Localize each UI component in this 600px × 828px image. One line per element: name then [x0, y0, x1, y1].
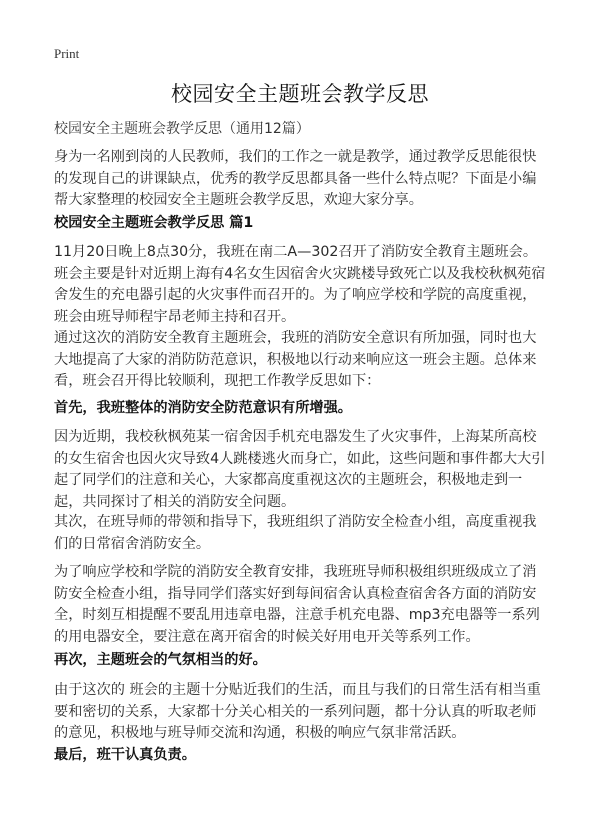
section-heading: 校园安全主题班会教学反思 篇1	[54, 215, 254, 231]
document-subtitle: 校园安全主题班会教学反思（通用12篇）	[54, 121, 310, 137]
paragraph-heading: 最后，班干认真负责。	[54, 747, 196, 763]
paragraph: 通过这次的消防安全教育主题班会，我班的消防安全意识有所加强，同时也大大地提高了大家的消防防范意识，积极地以行动来响应这一班会主题。总体来看，班会召开得比较顺利，现把工作教学反思如下：	[54, 330, 537, 389]
paragraph: 为了响应学校和学院的消防安全教育安排，我班班导师积极组织班级成立了消防安全检查小组，指导同学们落实好到每间宿舍认真检查宿舍各方面的消防安全，时刻互相提醒不要乱用违章电器，注意手机充电器、mp3充电器等一系列的用电器安全，要注意在离开宿舍的时候关好用电开关等系列工作。	[54, 564, 540, 645]
paragraph: 11月20日晚上8点30分，我班在南二A—302召开了消防安全教育主题班会。班会主要是针对近期上海有4名女生因宿舍火灾跳楼导致死亡以及我校秋枫苑宿舍发生的充电器引起的火灾事件而召开的。为了响应学校和学院的高度重视，班会由班导师程宇昂老师主持和召开。	[54, 244, 546, 325]
print-link[interactable]: Print	[54, 46, 80, 61]
page-title: 校园安全主题班会教学反思	[171, 82, 429, 106]
paragraph-heading: 首先，我班整体的消防安全防范意识有所增强。	[54, 400, 352, 416]
paragraph: 因为近期，我校秋枫苑某一宿舍因手机充电器发生了火灾事件，上海某所高校的女生宿舍也因火灾导致4人跳楼逃火而身亡，如此，这些问题和事件都大大引起了同学们的注意和关心，大家都高度重视这次的主题班会，积极地走到一起，共同探讨了相关的消防安全问题。	[54, 429, 546, 510]
intro-paragraph: 身为一名刚到岗的人民教师，我们的工作之一就是教学，通过教学反思能很快的发现自己的讲课缺点，优秀的教学反思都具备一些什么特点呢？下面是小编帮大家整理的校园安全主题班会教学反思，欢迎大家分享。	[54, 149, 537, 208]
paragraph: 由于这次的 班会的主题十分贴近我们的生活，而且与我们的日常生活有相当重要和密切的关系，大家都十分关心相关的一系列问题，都十分认真的听取老师的意见，积极地与班导师交流和沟通，积极的响应气氛非常活跃。	[54, 682, 541, 741]
paragraph-heading: 再次，主题班会的气氛相当的好。	[54, 652, 267, 668]
paragraph: 其次，在班导师的带领和指导下，我班组织了消防安全检查小组，高度重视我们的日常宿舍消防安全。	[54, 514, 537, 552]
